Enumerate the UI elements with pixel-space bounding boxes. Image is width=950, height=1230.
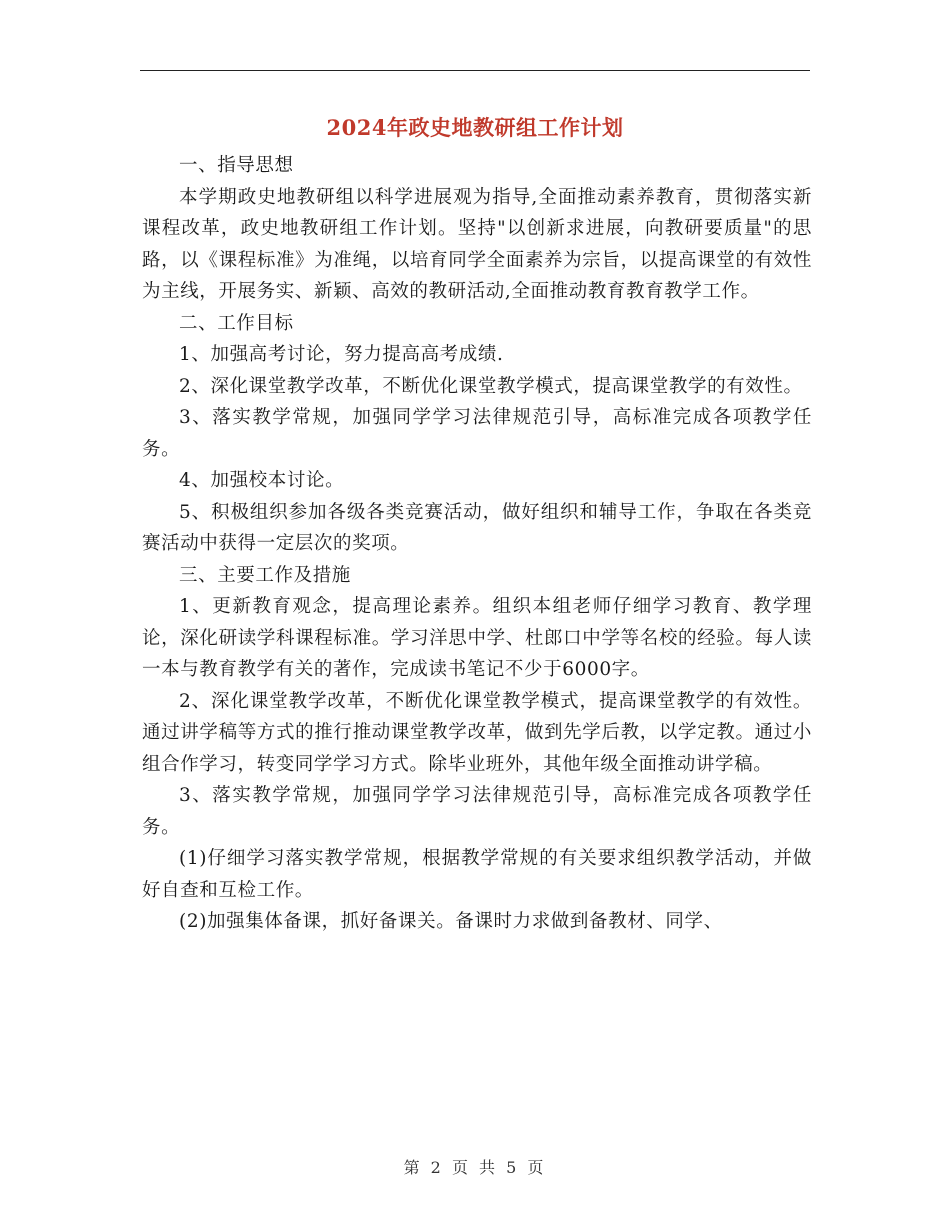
- header-rule: [140, 70, 810, 71]
- section-heading-guiding-ideology: 一、指导思想: [179, 155, 294, 176]
- paragraph: 3、落实教学常规，加强同学学习法律规范引导，高标准完成各项教学任务。: [142, 785, 812, 838]
- paragraph: 2、深化课堂教学改革，不断优化课堂教学模式，提高课堂教学的有效性。通过讲学稿等方式的推行推动课堂教学改革，做到先学后教，以学定教。通过小组合作学习，转变同学学习方式。除毕业班外，其他年级全面推动讲学稿。: [142, 690, 812, 775]
- paragraph: (1)仔细学习落实教学常规，根据教学常规的有关要求组织教学活动，并做好自查和互检工作。: [142, 848, 812, 901]
- paragraph: 2、深化课堂教学改革，不断优化课堂教学模式，提高课堂教学的有效性。: [179, 375, 803, 397]
- paragraph: 5、积极组织参加各级各类竞赛活动，做好组织和辅导工作，争取在各类竞赛活动中获得一定层次的奖项。: [142, 501, 812, 554]
- page-number: 第 2 页 共 5 页: [403, 1158, 547, 1177]
- document-title: 2024年政史地教研组工作计划: [326, 115, 624, 140]
- paragraph: (2)加强集体备课，抓好备课关。备课时力求做到备教材、同学、: [179, 911, 723, 932]
- section-heading-main-work: 三、主要工作及措施: [179, 564, 351, 586]
- paragraph: 本学期政史地教研组以科学进展观为指导,全面推动素养教育，贯彻落实新课程改革，政史地教研组工作计划。坚持"以创新求进展，向教研要质量"的思路，以《课程标准》为准绳，以培育同学全面素养为宗旨，以提高课堂的有效性为主线，开展务实、新颖、高效的教研活动,全面推动教育教育教学工作。: [142, 186, 812, 302]
- paragraph: 4、加强校本讨论。: [179, 470, 345, 491]
- section-heading-work-goals: 二、工作目标: [179, 312, 294, 334]
- paragraph: 1、加强高考讨论，努力提高高考成绩.: [179, 344, 504, 365]
- document-body: [142, 150, 812, 938]
- paragraph: 3、落实教学常规，加强同学学习法律规范引导，高标准完成各项教学任务。: [142, 407, 812, 460]
- paragraph: 1、更新教育观念，提高理论素养。组织本组老师仔细学习教育、教学理论，深化研读学科课程标准。学习洋思中学、杜郎口中学等名校的经验。每人读一本与教育教学有关的著作，完成读书笔记不少于6000字。: [142, 596, 812, 680]
